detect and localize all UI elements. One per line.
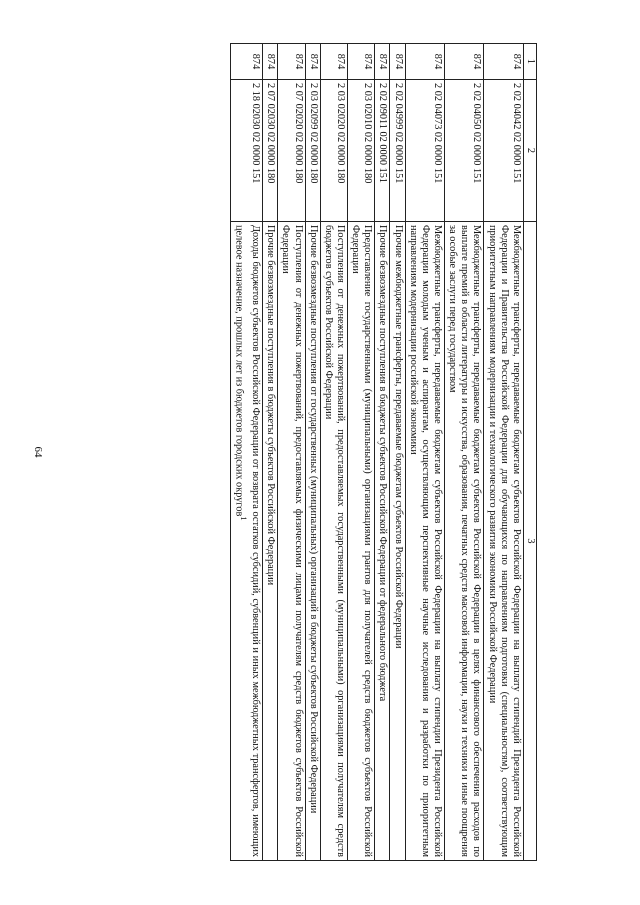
table-row — [278, 44, 305, 861]
revenue-code-cell: 2 02 04042 02 0000 151 — [484, 80, 523, 222]
table-header-row — [523, 44, 536, 861]
revenue-name-text: Межбюджетные трансферты, передаваемые бюджетам субъектов Российской Федерации на выплату стипендии Президента Российской Федерации молодым ученым и аспирантам, осуществляющим перспективные научные исследования и разработки по приоритетным направлениям модернизации российской экономики — [407, 225, 444, 857]
table-row — [375, 44, 390, 861]
revenue-name-text: Поступления от денежных пожертвований, предоставляемых физическими лицами получателям средств бюджетов субъектов Российской Федерации — [280, 225, 304, 857]
table-row — [445, 44, 484, 861]
revenue-name-text: Предоставление государственными (муниципальными) организациями грантов для получателей средств бюджетов субъектов Российской Федерации — [350, 225, 374, 857]
table-row — [231, 44, 263, 861]
revenue-name-text: Прочие безвозмездные поступления в бюджеты субъектов Российской Федерации — [265, 225, 277, 586]
rotated-table-wrapper — [111, 43, 537, 861]
revenue-name-cell — [390, 222, 405, 861]
admin-code-cell: 874 — [305, 44, 320, 80]
admin-code-cell: 874 — [263, 44, 278, 80]
table-row — [305, 44, 320, 861]
revenue-code-cell: 2 02 09011 02 0000 151 — [375, 80, 390, 222]
revenue-name-text: Прочие безвозмездные поступления в бюджеты субъектов Российской Федерации от федерального бюджета — [377, 225, 389, 702]
admin-code-cell: 874 — [484, 44, 523, 80]
revenue-name-text: Межбюджетные трансферты, передаваемые бюджетам субъектов Российской Федерации на выплату стипендий Президента Российской Федерации и Правительства Российской Федерации для обучающихся по направлениям подготовки (специальностям), соответствующим приоритетным направлениям модернизации и технологического развития экономики Российской Федерации — [486, 225, 522, 857]
revenue-name-cell — [305, 222, 320, 861]
revenue-code-cell: 2 02 04073 02 0000 151 — [405, 80, 444, 222]
revenue-code-cell: 2 03 02020 02 0000 180 — [320, 80, 347, 222]
admin-code-cell: 874 — [405, 44, 444, 80]
revenue-name-text: Межбюджетные трансферты, передаваемые бюджетам субъектов Российской Федерации в целях финансового обеспечения расходов по выплате премий в области литературы и искусства, образования, печатных средств массовой информации, науки и техники и иные поощрения за особые заслуги перед государством — [447, 225, 483, 857]
revenue-name-cell — [320, 222, 347, 861]
admin-code-cell: 874 — [445, 44, 484, 80]
table-row — [348, 44, 375, 861]
revenue-name-text: Прочие межбюджетные трансферты, передаваемые бюджетам субъектов Российской Федерации — [392, 225, 404, 649]
footnote-marker: 1 — [239, 516, 250, 521]
table-body — [231, 44, 523, 861]
revenue-name-cell — [263, 222, 278, 861]
page-number: 64 — [32, 446, 44, 458]
table-row — [405, 44, 444, 861]
table-row — [390, 44, 405, 861]
revenue-code-cell: 2 02 04050 02 0000 151 — [445, 80, 484, 222]
revenue-name-text: Доходы бюджетов субъектов Российской Федерации от возврата остатков субсидий, субвенций и иных межбюджетных трансфертов, имеющих целевое назначение, прошлых лет из бюджетов городских округов — [233, 225, 262, 857]
revenue-code-cell: 2 07 02030 02 0000 180 — [263, 80, 278, 222]
revenue-code-cell: 2 07 02020 02 0000 180 — [278, 80, 305, 222]
admin-code-cell: 874 — [348, 44, 375, 80]
revenue-name-cell — [231, 222, 263, 861]
revenue-name-cell — [445, 222, 484, 861]
revenue-name-cell — [484, 222, 523, 861]
revenue-code-cell: 2 02 04999 02 0000 151 — [390, 80, 405, 222]
column-header-3: 3 — [523, 222, 536, 861]
revenue-code-cell: 2 18 02030 02 0000 151 — [231, 80, 263, 222]
revenue-name-text: Прочие безвозмездные поступления от государственных (муниципальных) организаций в бюджеты субъектов Российской Федерации — [307, 225, 319, 814]
admin-code-cell: 874 — [231, 44, 263, 80]
table-row — [484, 44, 523, 861]
revenue-name-text: Поступления от денежных пожертвований, предоставляемых государственными (муниципальными) организациями получателям средств бюджетов субъектов Российской Федерации — [322, 225, 347, 857]
revenue-codes-table — [230, 43, 537, 861]
revenue-name-cell — [405, 222, 444, 861]
revenue-code-cell: 2 03 02099 02 0000 180 — [305, 80, 320, 222]
admin-code-cell: 874 — [375, 44, 390, 80]
column-header-1: 1 — [523, 44, 536, 80]
table-row — [320, 44, 347, 861]
column-header-2: 2 — [523, 80, 536, 222]
revenue-name-cell — [278, 222, 305, 861]
admin-code-cell: 874 — [390, 44, 405, 80]
revenue-name-cell — [375, 222, 390, 861]
admin-code-cell: 874 — [278, 44, 305, 80]
table-row — [263, 44, 278, 861]
revenue-name-cell — [348, 222, 375, 861]
admin-code-cell: 874 — [320, 44, 347, 80]
revenue-code-cell: 2 03 02010 02 0000 180 — [348, 80, 375, 222]
